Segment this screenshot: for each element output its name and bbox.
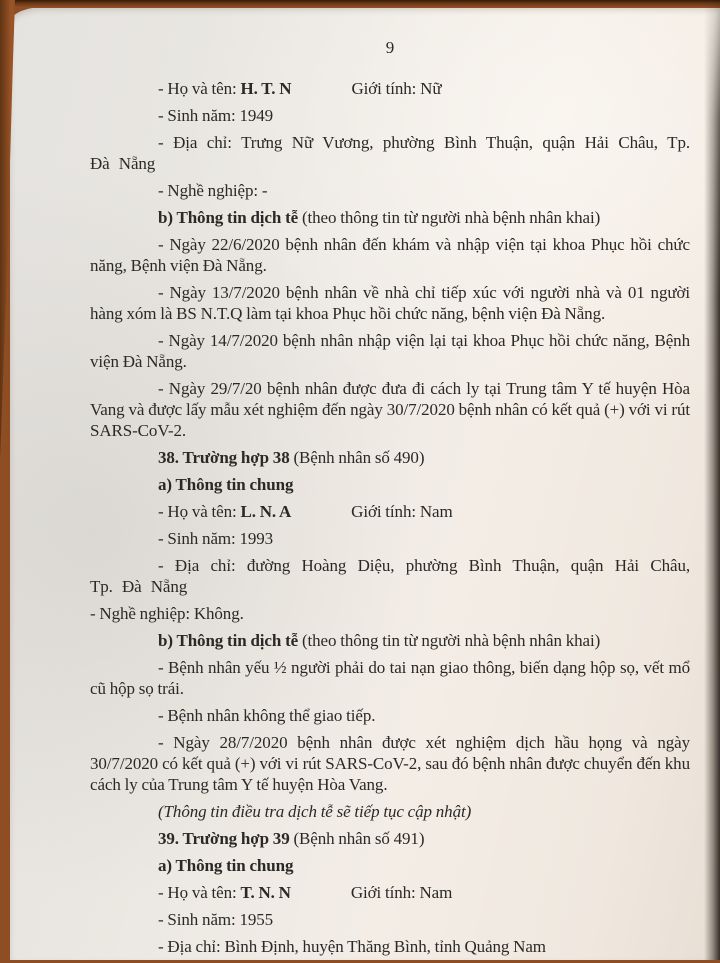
text-segment: - Địa chỉ: Bình Định, huyện Thăng Bình, tỉnh Quảng Nam bbox=[158, 937, 546, 956]
field-ho-va-ten-38 bbox=[90, 501, 690, 522]
heading-dich-te-37 bbox=[90, 207, 690, 228]
text-segment: Giới tính: Nam bbox=[350, 883, 453, 902]
field-nghe-nghiep-38 bbox=[90, 603, 690, 624]
text-segment: (Bệnh nhân số 490) bbox=[289, 448, 425, 467]
field-dia-chi-39 bbox=[90, 936, 690, 957]
text-segment: 39. Trường hợp 39 bbox=[158, 829, 290, 848]
field-dia-chi-38 bbox=[90, 555, 690, 597]
text-segment: - Họ và tên: bbox=[158, 502, 241, 521]
text-segment: Giới tính: Nam bbox=[351, 502, 453, 521]
event-22-6-2020 bbox=[90, 234, 690, 276]
text-segment: - Ngày 13/7/2020 bệnh nhân về nhà chỉ tiếp xúc với người nhà và 01 người hàng xóm là BS N.T.Q làm tại khoa Phục hồi chức năng, bệnh viện Đà Nẵng. bbox=[90, 283, 690, 323]
field-sinh-nam-38 bbox=[90, 528, 690, 549]
event-13-7-2020 bbox=[90, 282, 690, 324]
document-content bbox=[90, 37, 690, 963]
text-segment: b) Thông tin dịch tễ bbox=[158, 208, 299, 227]
text-segment: - Sinh năm: 1949 bbox=[158, 106, 274, 125]
heading-case-39 bbox=[90, 828, 690, 849]
text-segment: (Thông tin điều tra dịch tễ sẽ tiếp tục cập nhật) bbox=[158, 802, 472, 821]
text-segment: - Ngày 28/7/2020 bệnh nhân được xét nghiệm dịch hầu họng và ngày 30/7/2020 có kết quả (+) với vi rút SARS-CoV-2, sau đó bệnh nhân được chuyển đến khu cách ly của Trung tâm Y tế huyện Hòa Vang. bbox=[90, 733, 690, 794]
text-segment: a) Thông tin chung bbox=[158, 475, 294, 494]
text-segment: - Sinh năm: 1955 bbox=[158, 910, 274, 929]
text-segment: - Bệnh nhân yếu ½ người phải do tai nạn giao thông, biến dạng hộp sọ, vết mổ cũ hộp sọ trái. bbox=[90, 658, 690, 698]
text-segment: - Họ và tên: bbox=[158, 79, 241, 98]
text-segment: - Sinh năm: 1993 bbox=[158, 529, 274, 548]
text-segment: (theo thông tin từ người nhà bệnh nhân khai) bbox=[298, 631, 601, 650]
field-sinh-nam-39 bbox=[90, 909, 690, 930]
text-segment: - Bệnh nhân không thể giao tiếp. bbox=[158, 706, 376, 725]
event-14-7-2020 bbox=[90, 330, 690, 372]
text-segment: - Ngày 22/6/2020 bệnh nhân đến khám và nhập viện tại khoa Phục hồi chức năng, Bệnh viện Đà Nẵng. bbox=[90, 235, 690, 275]
event-28-7-2020 bbox=[90, 732, 690, 795]
field-sinh-nam-37 bbox=[90, 105, 690, 126]
text-segment: - Ngày 14/7/2020 bệnh nhân nhập viện lại tại khoa Phục hồi chức năng, Bệnh viện Đà Nẵng. bbox=[90, 331, 690, 371]
text-segment: H. T. N bbox=[240, 79, 292, 98]
text-segment: 38. Trường hợp 38 bbox=[158, 448, 290, 467]
text-segment: a) Thông tin chung bbox=[158, 856, 294, 875]
text-segment: - Họ và tên: bbox=[158, 883, 241, 902]
text-segment: (theo thông tin từ người nhà bệnh nhân khai) bbox=[298, 208, 601, 227]
document-body bbox=[90, 78, 690, 957]
field-ho-va-ten-39 bbox=[90, 882, 690, 903]
text-segment: - Nghề nghiệp: - bbox=[158, 181, 268, 200]
heading-dich-te-38 bbox=[90, 630, 690, 651]
field-ho-va-ten-37 bbox=[90, 78, 690, 99]
text-segment: b) Thông tin dịch tễ bbox=[158, 631, 299, 650]
note-benh-nhan-yeu bbox=[90, 657, 690, 699]
text-segment: - Địa chỉ: đường Hoàng Diệu, phường Bình Thuận, quận Hải Châu, Tp. Đà Nẵng bbox=[90, 556, 690, 596]
text-segment: - Ngày 29/7/20 bệnh nhân được đưa đi cách ly tại Trung tâm Y tế huyện Hòa Vang và được lấy mẫu xét nghiệm đến ngày 30/7/2020 bệnh nhân có kết quả (+) với vi rút SARS-CoV-2. bbox=[90, 379, 690, 440]
note-cap-nhat bbox=[90, 801, 690, 822]
heading-thong-tin-chung-39 bbox=[90, 855, 690, 876]
event-29-7-20 bbox=[90, 378, 690, 441]
text-segment: L. N. A bbox=[240, 502, 292, 521]
paper-edge-shadow bbox=[704, 0, 720, 960]
text-segment: - Nghề nghiệp: Không. bbox=[90, 604, 244, 623]
page-number: 9 bbox=[385, 38, 395, 57]
field-nghe-nghiep-37 bbox=[90, 180, 690, 201]
text-segment: T. N. N bbox=[240, 883, 291, 902]
document-paper bbox=[10, 7, 720, 960]
heading-thong-tin-chung-38 bbox=[90, 474, 690, 495]
text-segment: - Địa chỉ: Trưng Nữ Vương, phường Bình Thuận, quận Hải Châu, Tp. Đà Nẵng bbox=[90, 133, 690, 173]
note-khong-giao-tiep bbox=[90, 705, 690, 726]
text-segment: (Bệnh nhân số 491) bbox=[289, 829, 425, 848]
heading-case-38 bbox=[90, 447, 690, 468]
text-segment: Giới tính: Nữ bbox=[351, 79, 442, 98]
field-dia-chi-37 bbox=[90, 132, 690, 174]
table-surface-top bbox=[0, 0, 720, 8]
